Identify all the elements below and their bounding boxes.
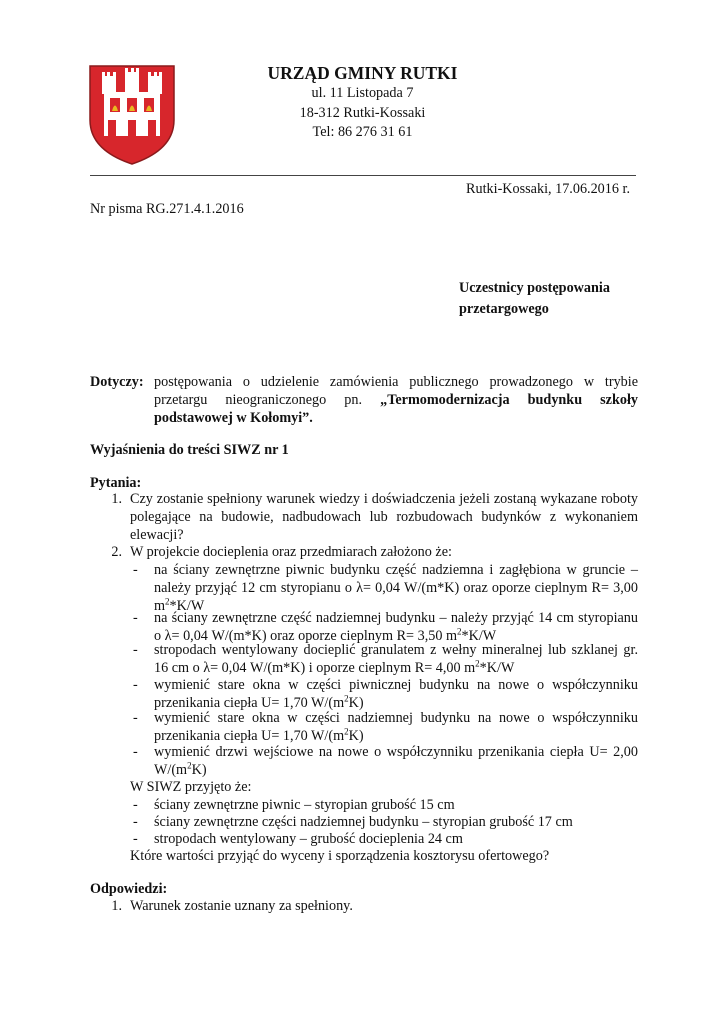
clarification-heading: Wyjaśnienia do treści SIWZ nr 1 (90, 442, 289, 458)
list-dash: - (133, 562, 138, 578)
subject-body: postępowania o udzielenie zamówienia publicznego prowadzonego w trybie przetargu nieograniczonego pn. (154, 374, 638, 408)
list-dash: - (133, 610, 138, 626)
office-phone: Tel: 86 276 31 61 (312, 124, 413, 140)
answer-1-text: Warunek zostanie uznany za spełniony. (130, 898, 353, 914)
recipient-line-1: Uczestnicy postępowania (459, 280, 610, 296)
assumption-item-4: wymienić stare okna w części piwnicznej budynku na nowe o współczynniku przenikania ciepła U= 1,70 $W/(m^2K)$ (154, 677, 638, 711)
letterhead-divider (90, 175, 636, 176)
list-dash: - (133, 797, 138, 813)
assumption-item-3: stropodach wentylowany docieplić granulatem z wełny mineralnej lub szklanej gr. 16 cm o λ= 0,04 W/(m*K) i oporze cieplnym R= 4,00 $m^2*K/W$ (154, 642, 638, 676)
answer-1-number: 1. (111, 898, 122, 914)
subject-title: „Termomodernizacja budynku szkoły podstawowej w Kołomyi”. (154, 392, 638, 426)
assumption-item-1: na ściany zewnętrzne piwnic budynku część nadziemna i zagłębiona w gruncie – należy przyjąć 12 cm styropianu o λ= 0,04 W/(m*K) oraz oporze cieplnym R= 3,00 $m^2*K/W$ (154, 562, 638, 614)
siwz-item-1: ściany zewnętrzne piwnic – styropian grubość 15 cm (154, 797, 455, 813)
list-dash: - (133, 710, 138, 726)
municipal-crest (88, 62, 176, 166)
list-dash: - (133, 744, 138, 760)
list-dash: - (133, 814, 138, 830)
list-dash: - (133, 642, 138, 658)
question-2-intro: W projekcie docieplenia oraz przedmiarach założono że: (130, 544, 452, 560)
question-1-text: Czy zostanie spełniony warunek wiedzy i doświadczenia jeżeli zostaną wykazane roboty polegające na budowie, nadbudowach lub rozbudowach budynków z wykonaniem elewacji? (130, 491, 638, 543)
subject-text (154, 373, 638, 427)
recipient (459, 278, 659, 320)
assumption-item-2: na ściany zewnętrzne część nadziemnej budynku – należy przyjąć 14 cm styropianu o λ= 0,04 W/(m*K) oraz oporze cieplnym R= 3,50 $m^2*K/W$ (154, 610, 638, 644)
siwz-intro: W SIWZ przyjęto że: (130, 779, 252, 795)
question-2-closing: Które wartości przyjąć do wyceny i sporządzenia kosztorysu ofertowego? (130, 848, 550, 864)
assumption-item-5: wymienić stare okna w części nadziemnej budynku na nowe o współczynniku przenikania ciepła U= 1,70 $W/(m^2K)$ (154, 710, 638, 744)
place-date: Rutki-Kossaki, 17.06.2016 r. (466, 181, 630, 197)
answers-heading: Odpowiedzi: (90, 881, 168, 897)
office-name: URZĄD GMINY RUTKI (267, 63, 458, 83)
question-1-number: 1. (111, 491, 122, 507)
siwz-item-2: ściany zewnętrzne części nadziemnej budynku – styropian grubość 17 cm (154, 814, 573, 830)
office-postcode-city: 18-312 Rutki-Kossaki (299, 104, 426, 121)
assumption-item-6: wymienić drzwi wejściowe na nowe o współczynniku przenikania ciepła U= 2,00 $W/(m^2K)$ (154, 744, 638, 778)
list-dash: - (133, 677, 138, 693)
reference-number: Nr pisma RG.271.4.1.2016 (90, 201, 244, 217)
siwz-item-3: stropodach wentylowany – grubość docieplenia 24 cm (154, 831, 463, 847)
question-2-number: 2. (111, 544, 122, 560)
letterhead (240, 62, 485, 143)
recipient-line-2: przetargowego (459, 301, 549, 317)
office-street: ul. 11 Listopada 7 (311, 85, 414, 101)
list-dash: - (133, 831, 138, 847)
subject-label: Dotyczy: (90, 374, 144, 390)
questions-heading: Pytania: (90, 475, 142, 491)
